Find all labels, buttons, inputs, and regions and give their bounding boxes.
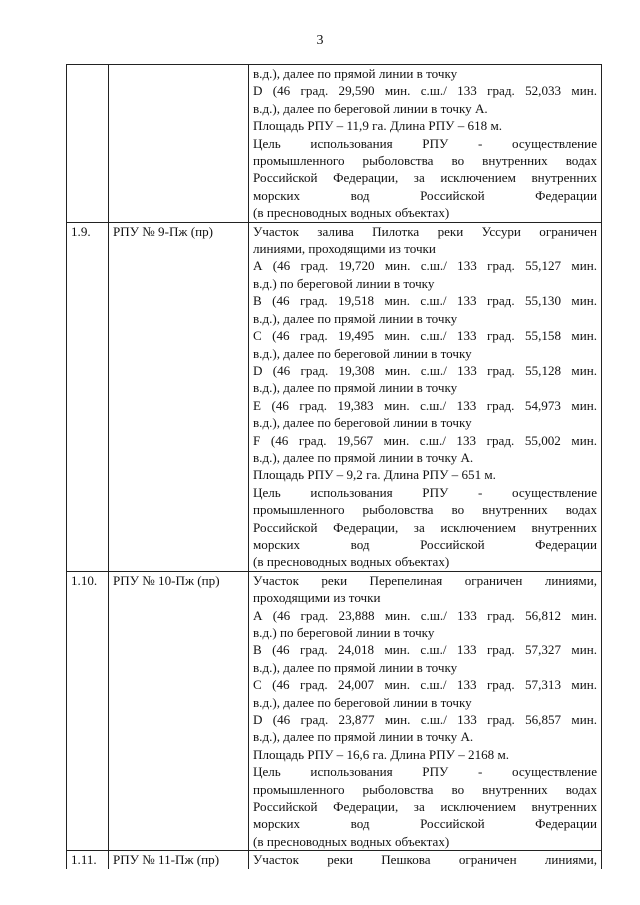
description-line: морских вод Российской Федерации: [253, 536, 597, 552]
site-description-cell: [249, 65, 602, 223]
description-line: Площадь РПУ – 16,6 га. Длина РПУ – 2168 м.: [253, 746, 510, 762]
description-line: в.д.), далее по прямой линии в точку А.: [253, 449, 474, 465]
description-line: в.д.), далее по прямой линии в точку: [253, 66, 458, 81]
site-name-cell: РПУ № 9-Пж (пр): [109, 222, 249, 571]
description-line: промышленного рыболовства во внутренних водах: [253, 502, 597, 518]
row-number-cell: [67, 65, 109, 223]
description-line: в.д.), далее по прямой линии в точку А.: [253, 729, 474, 745]
description-line: в.д.), далее по прямой линии в точку: [253, 659, 458, 675]
description-line: Участок реки Перепелиная ограничен линиями,: [253, 572, 597, 588]
description-line: С (46 град. 24,007 мин. с.ш./ 133 град. 57,313 мин.: [253, 677, 597, 693]
site-name-cell: РПУ № 11-Пж (пр): [109, 851, 249, 869]
description-line: В (46 град. 24,018 мин. с.ш./ 133 град. 57,327 мин.: [253, 642, 597, 658]
table-row: [67, 851, 602, 869]
site-name-cell: [109, 65, 249, 223]
description-line: в.д.) по береговой линии в точку: [253, 625, 435, 640]
site-description-cell: [249, 851, 602, 869]
description-line: С (46 град. 19,495 мин. с.ш./ 133 град. 55,158 мин.: [253, 328, 597, 344]
description-line: Цель использования РПУ - осуществление: [253, 135, 597, 151]
description-line: В (46 град. 19,518 мин. с.ш./ 133 град. 55,130 мин.: [253, 293, 597, 309]
description-line: в.д.) по береговой линии в точку: [253, 275, 435, 291]
description-line: Участок залива Пилотка реки Уссури ограничен: [253, 223, 597, 239]
fishing-sites-table: [66, 64, 602, 869]
description-line: морских вод Российской Федерации: [253, 187, 597, 203]
row-number-cell: 1.11.: [67, 851, 109, 869]
description-line: промышленного рыболовства во внутренних водах: [253, 153, 597, 169]
description-line: Российской Федерации, за исключением внутренних: [253, 799, 597, 815]
description-line: в.д.), далее по береговой линии в точку: [253, 694, 472, 710]
description-line: D (46 град. 23,877 мин. с.ш./ 133 град. 56,857 мин.: [253, 712, 597, 728]
description-line: в.д.), далее по прямой линии в точку: [253, 310, 458, 326]
table-row: [67, 222, 602, 571]
page-number: 3: [316, 33, 324, 48]
description-line: (в пресноводных водных объектах): [253, 554, 450, 570]
description-line: (в пресноводных водных объектах): [253, 205, 450, 221]
description-line: F (46 град. 19,567 мин. с.ш./ 133 град. 55,002 мин.: [253, 432, 597, 448]
description-line: промышленного рыболовства во внутренних водах: [253, 781, 597, 797]
site-name-cell: РПУ № 10-Пж (пр): [109, 571, 249, 851]
description-line: Российской Федерации, за исключением внутренних: [253, 519, 597, 535]
description-line: Цель использования РПУ - осуществление: [253, 484, 597, 500]
description-line: Цель использования РПУ - осуществление: [253, 764, 597, 780]
description-line: D (46 град. 29,590 мин. с.ш./ 133 град. 52,033 мин.: [253, 83, 597, 99]
description-line: в.д.), далее по прямой линии в точку: [253, 380, 458, 396]
site-description-cell: [249, 222, 602, 571]
description-line: в.д.), далее по береговой линии в точку А.: [253, 100, 488, 116]
row-number-cell: 1.10.: [67, 571, 109, 851]
description-line: в.д.), далее по береговой линии в точку: [253, 415, 472, 431]
description-line: линиями, проходящими из точки: [253, 241, 436, 257]
description-line: Российской Федерации, за исключением внутренних: [253, 170, 597, 186]
description-line: проходящими из точки: [253, 590, 381, 606]
description-line: Е (46 град. 19,383 мин. с.ш./ 133 град. 54,973 мин.: [253, 397, 597, 413]
description-line: морских вод Российской Федерации: [253, 816, 597, 832]
site-description-cell: [249, 571, 602, 851]
description-line: в.д.), далее по береговой линии в точку: [253, 345, 472, 361]
table-row: [67, 65, 602, 223]
table-row: [67, 571, 602, 851]
description-line: Площадь РПУ – 11,9 га. Длина РПУ – 618 м.: [253, 118, 503, 134]
description-line: Площадь РПУ – 9,2 га. Длина РПУ – 651 м.: [253, 467, 496, 483]
description-line: (в пресноводных водных объектах): [253, 833, 450, 849]
description-line: D (46 град. 19,308 мин. с.ш./ 133 град. 55,128 мин.: [253, 362, 597, 378]
description-line: Участок реки Пешкова ограничен линиями,: [253, 852, 597, 868]
description-line: А (46 град. 23,888 мин. с.ш./ 133 град. 56,812 мин.: [253, 607, 597, 623]
row-number-cell: 1.9.: [67, 222, 109, 571]
description-line: А (46 град. 19,720 мин. с.ш./ 133 град. 55,127 мин.: [253, 258, 597, 274]
